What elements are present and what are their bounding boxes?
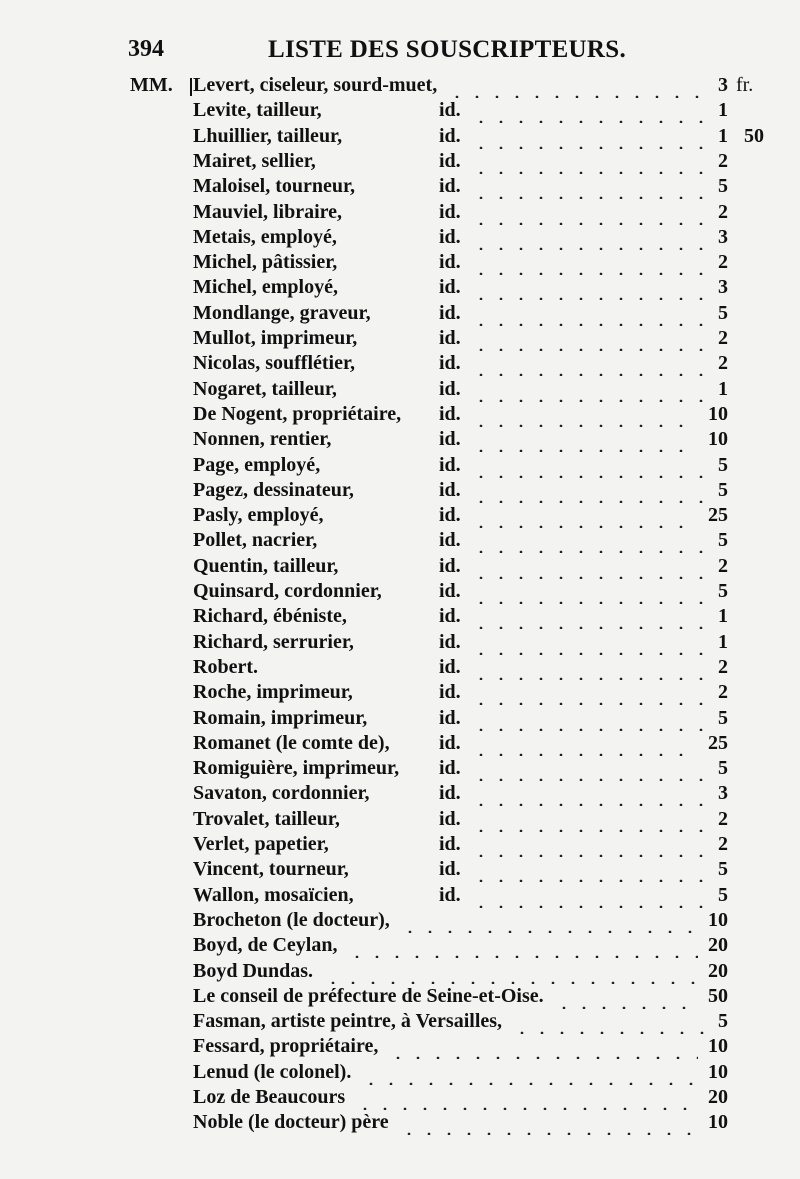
ditto-mark: id. [439,883,461,906]
subscriber-row [0,932,800,958]
amount-value: 10 [708,908,728,931]
dot-leader [471,730,698,756]
ditto-mark: id. [439,807,461,830]
subscriber-name: Michel, pâtissier, [193,251,338,274]
dot-leader [399,1109,698,1135]
subscriber-row [0,679,800,705]
subscriber-row [0,502,800,528]
subscriber-name: Nicolas, soufflétier, [193,352,356,375]
amount-value: 25 [708,504,728,527]
amount-value: 2 [718,200,728,223]
subscriber-row [0,654,800,680]
ditto-mark: id. [439,352,461,375]
subscriber-row [0,173,800,199]
subscriber-row [0,224,800,250]
subscriber-name: Richard, ébéniste, [193,605,347,628]
subscriber-name: Lhuillier, tailleur, [193,124,343,147]
amount-cents: 50 [744,124,764,147]
dot-leader [471,376,708,402]
subscriber-row [0,350,800,376]
ditto-mark: id. [439,175,461,198]
subscriber-name: Nogaret, tailleur, [193,377,337,400]
subscriber-name: Le conseil de préfecture de Seine-et-Oise. [193,984,544,1007]
subscriber-name: Nonnen, rentier, [193,428,332,451]
subscriber-name: Trovalet, tailleur, [193,807,340,830]
amount-value: 2 [718,681,728,704]
subscriber-name: Mauviel, libraire, [193,200,343,223]
subscriber-name: Michel, employé, [193,276,338,299]
subscriber-row [0,806,800,832]
subscriber-row [0,477,800,503]
ditto-mark: id. [439,225,461,248]
amount-value: 1 [718,630,728,653]
ditto-mark: id. [439,605,461,628]
dot-leader [471,578,708,604]
dot-leader [388,1033,698,1059]
salutation-prefix: MM. [130,74,173,96]
subscriber-name: Levite, tailleur, [193,99,322,122]
subscriber-row [0,1109,800,1135]
subscriber-row [0,452,800,478]
subscriber-name: Wallon, mosaïcien, [193,883,354,906]
subscriber-row [0,199,800,225]
dot-leader [471,325,708,351]
dot-leader [471,97,708,123]
subscriber-name: Verlet, papetier, [193,833,329,855]
subscriber-name: Brocheton (le docteur), [193,908,390,931]
subscriber-row [0,705,800,731]
subscriber-row [0,629,800,655]
subscriber-name: Loz de Beaucours [193,1086,346,1108]
ditto-mark: id. [439,655,461,678]
subscriber-name: Fessard, propriétaire, [193,1035,379,1058]
ditto-mark: id. [439,478,461,501]
amount-value: 50 [708,984,728,1007]
subscriber-name: Romanet (le comte de), [193,731,390,754]
ditto-mark: id. [439,428,461,451]
ditto-mark: id. [439,782,461,805]
ditto-mark: id. [439,453,461,476]
dot-leader [355,1084,698,1110]
dot-leader [471,401,698,427]
subscriber-name: Boyd Dundas. [193,959,314,982]
ditto-mark: id. [439,200,461,223]
amount-value: 3 [718,276,728,299]
dot-leader [447,72,708,98]
ditto-mark: id. [439,580,461,602]
subscriber-row [0,856,800,882]
subscriber-name: Fasman, artiste peintre, à Versailles, [193,1010,503,1033]
ditto-mark: id. [439,833,461,855]
amount-value: 3 [718,225,728,248]
dot-leader [347,932,698,958]
amount-value: 3 [718,74,728,96]
amount-value: 5 [718,706,728,729]
amount-value: 2 [718,327,728,349]
ditto-mark: id. [439,630,461,653]
subscriber-row [0,249,800,275]
subscriber-name: Noble (le docteur) père [193,1111,389,1134]
subscriber-row [0,831,800,857]
ditto-mark: id. [439,99,461,122]
ditto-mark: id. [439,529,461,552]
subscriber-row [0,553,800,579]
subscriber-name: Boyd, de Ceylan, [193,934,338,957]
subscriber-row [0,755,800,781]
amount-value: 1 [718,377,728,400]
subscriber-name: Quinsard, cordonnier, [193,580,382,602]
dot-leader [471,173,708,199]
subscriber-row [0,907,800,933]
ditto-mark: id. [439,251,461,274]
amount-value: 5 [718,478,728,501]
subscriber-row [0,325,800,351]
dot-leader [471,654,708,680]
ditto-mark: id. [439,124,461,147]
dot-leader [471,553,708,579]
dot-leader [471,477,708,503]
dot-leader [471,426,698,452]
subscriber-name: Robert. [193,655,258,678]
dot-leader [471,705,708,731]
subscriber-name: Metais, employé, [193,225,337,248]
dot-leader [471,831,708,857]
subscriber-name: Mairet, sellier, [193,149,316,172]
amount-value: 10 [708,1060,728,1083]
subscriber-name: Richard, serrurier, [193,630,354,653]
subscriber-name: De Nogent, propriétaire, [193,402,402,425]
subscriber-row [0,730,800,756]
dot-leader [471,199,708,225]
subscriber-row [0,123,800,149]
subscriber-row [0,148,800,174]
subscriber-row [0,1033,800,1059]
amount-value: 20 [708,934,728,957]
amount-value: 1 [718,124,728,147]
dot-leader [400,907,698,933]
amount-value: 10 [708,1035,728,1058]
dot-leader [554,983,698,1009]
amount-value: 2 [718,251,728,274]
dot-leader [471,755,708,781]
subscriber-row [0,401,800,427]
ditto-mark: id. [439,681,461,704]
dot-leader [471,350,708,376]
page-number: 394 [128,36,164,62]
amount-value: 5 [718,757,728,780]
subscriber-row [0,958,800,984]
dot-leader [471,806,708,832]
subscriber-name: Pagez, dessinateur, [193,478,354,501]
ditto-mark: id. [439,149,461,172]
amount-value: 20 [708,1086,728,1108]
dot-leader [471,882,708,908]
dot-leader [323,958,698,984]
ditto-mark: id. [439,504,461,527]
amount-value: 2 [718,833,728,855]
amount-value: 2 [718,352,728,375]
subscriber-row [0,983,800,1009]
ditto-mark: id. [439,554,461,577]
subscriber-name: Savaton, cordonnier, [193,782,370,805]
subscriber-name: Mullot, imprimeur, [193,327,358,349]
amount-value: 5 [718,453,728,476]
dot-leader [471,527,708,553]
dot-leader [471,629,708,655]
ditto-mark: id. [439,731,461,754]
amount-value: 1 [718,99,728,122]
subscriber-row [0,426,800,452]
amount-value: 10 [708,402,728,425]
ditto-mark: id. [439,706,461,729]
subscriber-row [0,376,800,402]
subscriber-row [0,780,800,806]
subscriber-row [0,578,800,604]
amount-value: 2 [718,807,728,830]
dot-leader [471,679,708,705]
amount-value: 1 [718,605,728,628]
ditto-mark: id. [439,757,461,780]
subscriber-name: Mondlange, graveur, [193,301,371,324]
subscriber-row [0,527,800,553]
ditto-mark: id. [439,276,461,299]
dot-leader [471,274,708,300]
page-header [0,32,800,72]
subscriber-row [0,1008,800,1034]
subscriber-name: Levert, ciseleur, sourd-muet, [193,74,438,96]
amount-value: 5 [718,301,728,324]
dot-leader [512,1008,708,1034]
subscriber-name: Pasly, employé, [193,504,324,527]
amount-value: 2 [718,554,728,577]
amount-value: 5 [718,858,728,881]
dot-leader [471,502,698,528]
amount-value: 25 [708,731,728,754]
ditto-mark: id. [439,377,461,400]
subscriber-row [0,72,800,98]
dot-leader [471,603,708,629]
amount-value: 10 [708,428,728,451]
amount-value: 5 [718,883,728,906]
amount-value: 5 [718,175,728,198]
ditto-mark: id. [439,858,461,881]
dot-leader [471,123,708,149]
dot-leader [471,856,708,882]
dot-leader [361,1059,698,1085]
ditto-mark: id. [439,301,461,324]
ditto-mark: id. [439,402,461,425]
subscriber-row [0,1059,800,1085]
subscriber-name: Roche, imprimeur, [193,681,353,704]
amount-value: 5 [718,1010,728,1033]
amount-value: 3 [718,782,728,805]
amount-value: 5 [718,529,728,552]
subscriber-name: Lenud (le colonel). [193,1060,352,1083]
subscriber-row [0,603,800,629]
dot-leader [471,224,708,250]
dot-leader [471,780,708,806]
amount-value: 20 [708,959,728,982]
subscriber-name: Maloisel, tourneur, [193,175,356,198]
subscriber-row [0,97,800,123]
currency-label: fr. [736,74,754,96]
subscriber-row [0,1084,800,1110]
amount-value: 2 [718,655,728,678]
subscriber-row [0,882,800,908]
subscriber-name: Romiguière, imprimeur, [193,757,400,780]
subscriber-name: Pollet, nacrier, [193,529,318,552]
amount-value: 5 [718,580,728,602]
amount-value: 2 [718,149,728,172]
dot-leader [471,452,708,478]
dot-leader [471,300,708,326]
subscriber-name: Quentin, tailleur, [193,554,339,577]
ditto-mark: id. [439,327,461,349]
amount-value: 10 [708,1111,728,1134]
subscriber-row [0,274,800,300]
subscriber-name: Page, employé, [193,453,321,476]
dot-leader [471,249,708,275]
subscriber-name: Romain, imprimeur, [193,706,368,729]
dot-leader [471,148,708,174]
subscriber-name: Vincent, tourneur, [193,858,349,881]
page-title: LISTE DES SOUSCRIPTEURS. [268,36,627,63]
subscriber-row [0,300,800,326]
